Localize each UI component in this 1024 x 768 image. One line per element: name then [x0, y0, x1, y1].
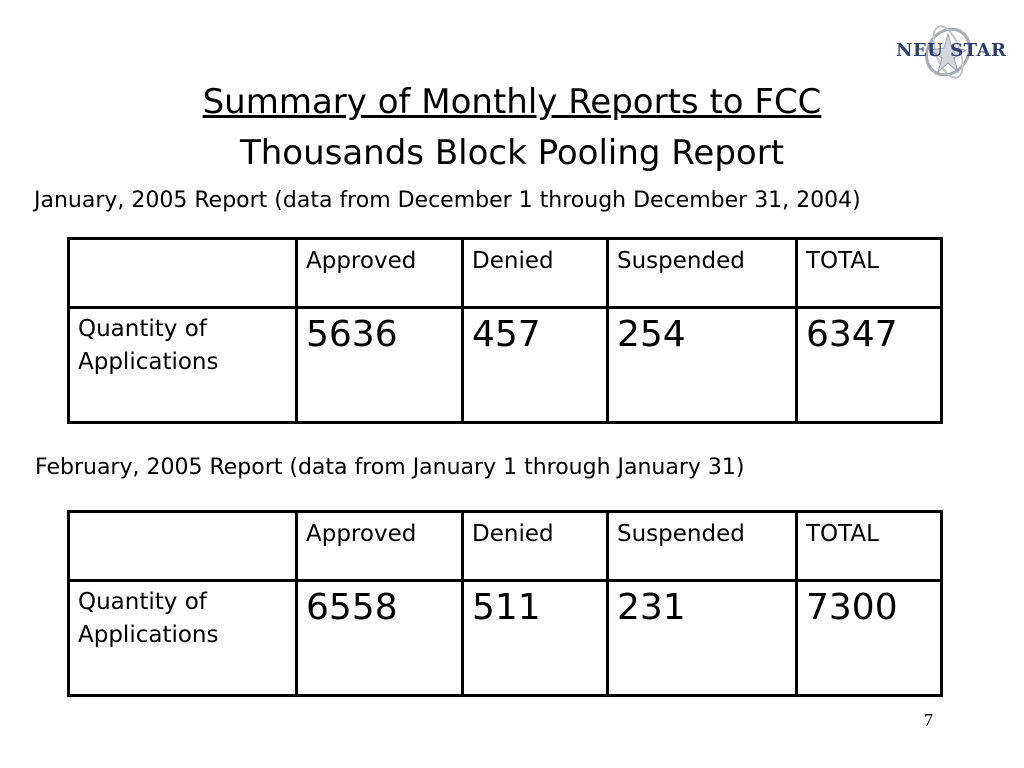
table-row — [69, 308, 942, 423]
table-header-row — [69, 512, 942, 581]
neustar-logo — [888, 20, 1006, 82]
value-denied: 511 — [463, 581, 608, 696]
header-suspended: Suspended — [608, 512, 797, 581]
report-table-february — [67, 510, 943, 697]
header-total: TOTAL — [797, 512, 942, 581]
header-denied: Denied — [463, 239, 608, 308]
value-total: 7300 — [797, 581, 942, 696]
row-label-quantity: Quantity of Applications — [69, 308, 297, 423]
value-total: 6347 — [797, 308, 942, 423]
header-suspended: Suspended — [608, 239, 797, 308]
header-approved: Approved — [297, 239, 463, 308]
value-denied: 457 — [463, 308, 608, 423]
table-row — [69, 581, 942, 696]
header-total: TOTAL — [797, 239, 942, 308]
report-caption-january: January, 2005 Report (data from December 1 through December 31, 2004) — [34, 188, 861, 213]
header-approved: Approved — [297, 512, 463, 581]
value-approved: 5636 — [297, 308, 463, 423]
slide-title: Summary of Monthly Reports to FCC — [202, 82, 822, 122]
value-suspended: 254 — [608, 308, 797, 423]
header-denied: Denied — [463, 512, 608, 581]
value-approved: 6558 — [297, 581, 463, 696]
report-caption-february: February, 2005 Report (data from January 1 through January 31) — [35, 455, 745, 480]
value-suspended: 231 — [608, 581, 797, 696]
logo-wordmark: NEU STAR — [896, 40, 1007, 61]
report-table-january — [67, 237, 943, 424]
row-label-quantity: Quantity of Applications — [69, 581, 297, 696]
table-header-row — [69, 239, 942, 308]
empty-header-cell — [69, 512, 297, 581]
slide-subtitle: Thousands Block Pooling Report — [239, 133, 785, 173]
empty-header-cell — [69, 239, 297, 308]
page-number: 7 — [924, 710, 933, 730]
